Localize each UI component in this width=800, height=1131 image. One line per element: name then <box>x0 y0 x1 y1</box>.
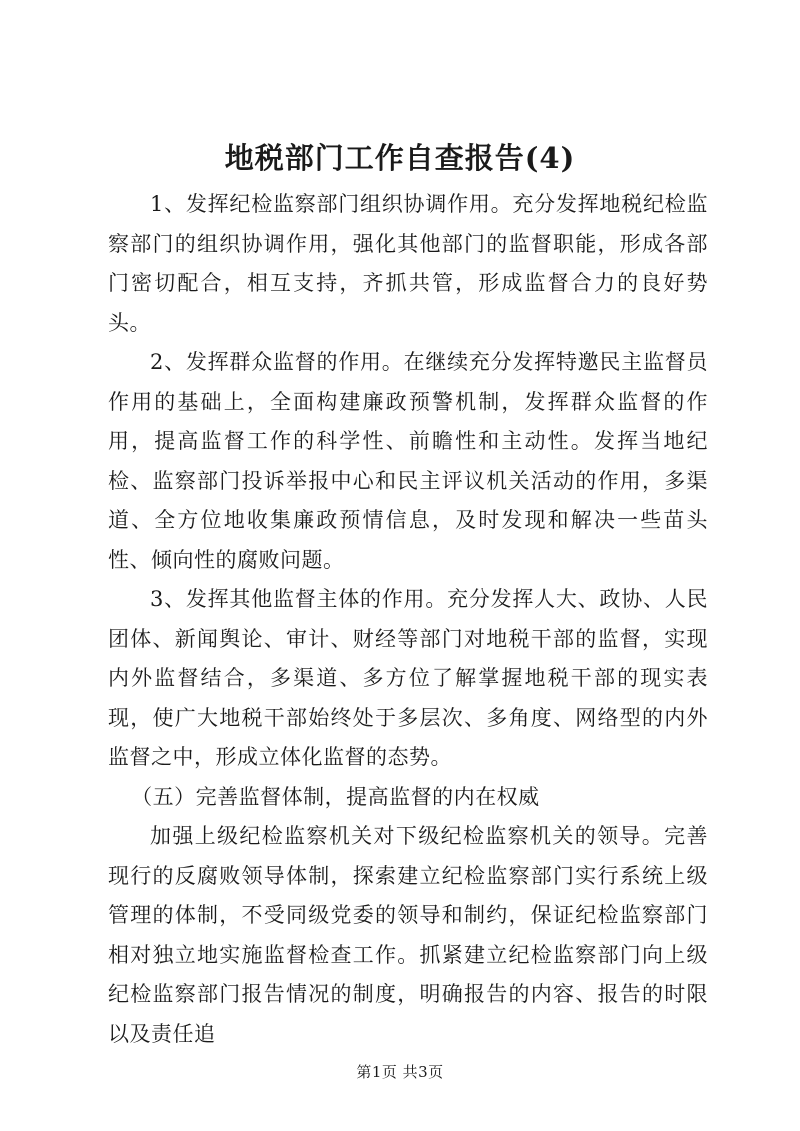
document-title: 地税部门工作自查报告(4) <box>224 141 576 175</box>
paragraph-1: 1、发挥纪检监察部门组织协调作用。充分发挥地税纪检监察部门的组织协调作用，强化其他部门的监督职能，形成各部门密切配合，相互支持，齐抓共管，形成监督合力的良好势头。 <box>108 192 708 335</box>
paragraph-3: 3、发挥其他监督主体的作用。充分发挥人大、政协、人民团体、新闻舆论、审计、财经等部门对地税干部的监督，实现内外监督结合，多渠道、多方位了解掌握地税干部的现实表现，使广大地税干部始终处于多层次、多角度、网络型的内外监督之中，形成立体化监督的态势。 <box>108 587 708 769</box>
page-footer: 第1页 共3页 <box>356 1063 444 1081</box>
paragraph-2: 2、发挥群众监督的作用。在继续充分发挥特邀民主监督员作用的基础上，全面构建廉政预警机制，发挥群众监督的作用，提高监督工作的科学性、前瞻性和主动性。发挥当地纪检、监察部门投诉举报中心和民主评议机关活动的作用，多渠道、全方位地收集廉政预情信息，及时发现和解决一些苗头性、倾向性的腐败问题。 <box>108 350 708 572</box>
paragraph-4: 加强上级纪检监察机关对下级纪检监察机关的领导。完善现行的反腐败领导体制，探索建立纪检监察部门实行系统上级管理的体制，不受同级党委的领导和制约，保证纪检监察部门相对独立地实施监督检查工作。抓紧建立纪检监察部门向上级纪检监察部门报告情况的制度，明确报告的内容、报告的时限以及责任追 <box>108 824 708 1046</box>
document-body <box>108 185 708 1054</box>
section-heading: （五）完善监督体制，提高监督的内在权威 <box>131 784 540 809</box>
